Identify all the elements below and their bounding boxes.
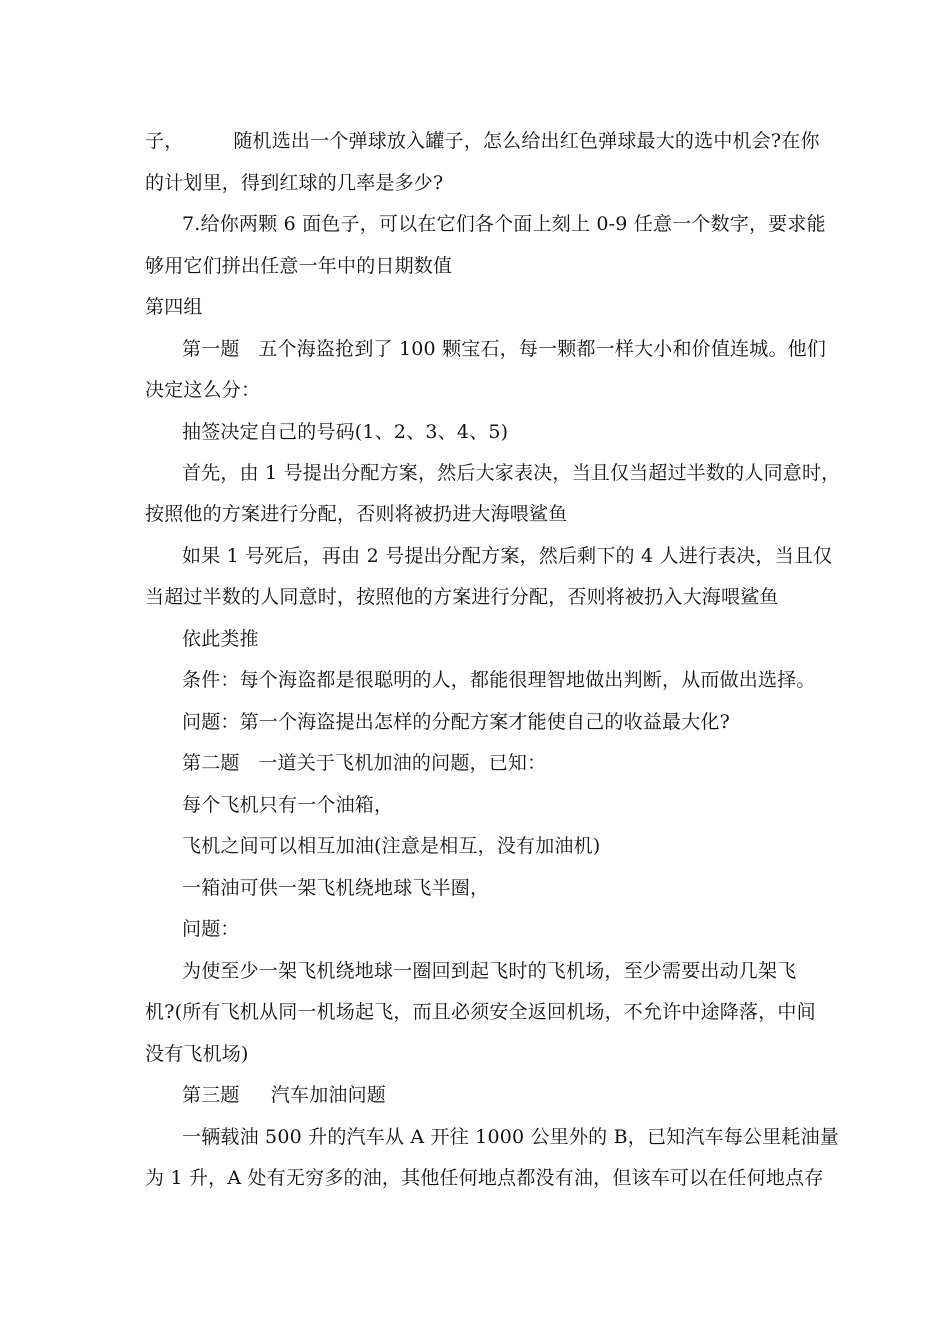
text-line: 为使至少一架飞机绕地球一圈回到起飞时的飞机场，至少需要出动几架飞 — [182, 960, 797, 982]
text-line: 第二题 一道关于飞机加油的问题，已知： — [182, 752, 547, 774]
text-line: 每个飞机只有一个油箱， — [182, 794, 394, 816]
text-line: 第三题 汽车加油问题 — [182, 1084, 386, 1106]
text-line: 依此类推 — [182, 628, 259, 650]
text-line: 飞机之间可以相互加油(注意是相互，没有加油机) — [182, 835, 601, 857]
text-line: 子， 随机选出一个弹球放入罐子，怎么给出红色弹球最大的选中机会?在你 — [145, 130, 820, 152]
text-line: 问题： — [182, 918, 240, 940]
text-line: 当超过半数的人同意时，按照他的方案进行分配，否则将被扔入大海喂鲨鱼 — [145, 586, 779, 608]
text-line: 第一题 五个海盗抢到了 100 颗宝石，每一颗都一样大小和价值连城。他们 — [182, 338, 827, 360]
text-line: 7.给你两颗 6 面色子，可以在它们各个面上刻上 0-9 任意一个数字，要求能 — [182, 213, 826, 235]
text-line: 机?(所有飞机从同一机场起飞，而且必须安全返回机场，不允许中途降落，中间 — [145, 1001, 816, 1023]
text-line: 条件：每个海盗都是很聪明的人，都能很理智地做出判断，从而做出选择。 — [182, 669, 816, 691]
text-line: 决定这么分： — [145, 379, 261, 401]
text-line: 够用它们拼出任意一年中的日期数值 — [145, 255, 453, 277]
text-line: 没有飞机场) — [145, 1043, 249, 1065]
text-line: 一箱油可供一架飞机绕地球飞半圈， — [182, 877, 490, 899]
text-line: 的计划里，得到红球的几率是多少? — [145, 172, 444, 194]
text-line: 为 1 升，A 处有无穷多的油，其他任何地点都没有油，但该车可以在任何地点存 — [145, 1167, 824, 1189]
text-line: 一辆载油 500 升的汽车从 A 开往 1000 公里外的 B，已知汽车每公里耗油量 — [182, 1126, 839, 1148]
text-line: 如果 1 号死后，再由 2 号提出分配方案，然后剩下的 4 人进行表决，当且仅 — [182, 545, 833, 567]
text-line: 按照他的方案进行分配，否则将被扔进大海喂鲨鱼 — [145, 503, 568, 525]
text-line: 问题：第一个海盗提出怎样的分配方案才能使自己的收益最大化? — [182, 711, 730, 733]
text-line: 首先，由 1 号提出分配方案，然后大家表决，当且仅当超过半数的人同意时， — [182, 462, 841, 484]
section-heading: 第四组 — [145, 296, 203, 318]
text-line: 抽签决定自己的号码(1、2、3、4、5) — [182, 421, 509, 443]
